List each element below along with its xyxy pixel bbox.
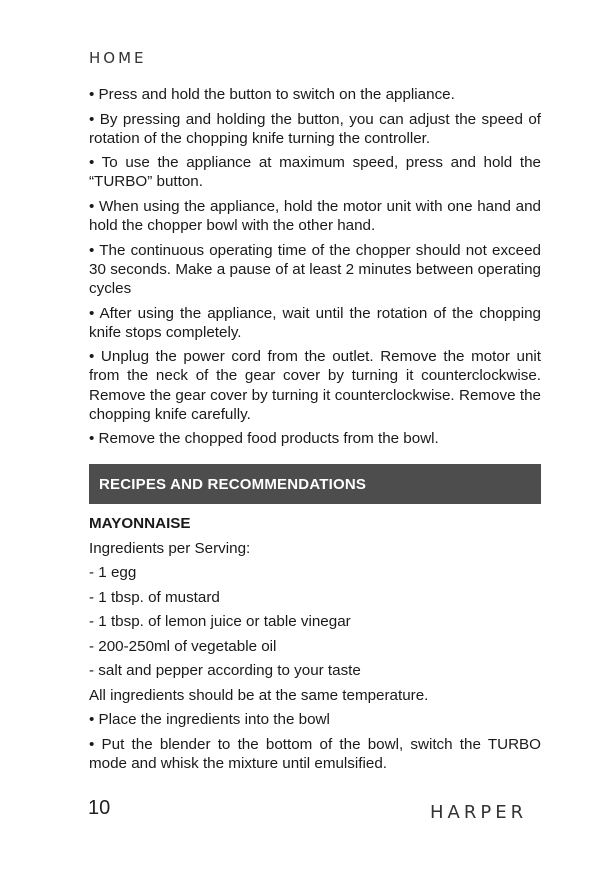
recipe-line: - salt and pepper according to your taste xyxy=(89,662,361,679)
instruction-item: • When using the appliance, hold the motor unit with one hand and hold the chopper bowl with the other hand. xyxy=(89,197,541,235)
instruction-item: • After using the appliance, wait until the rotation of the chopping knife stops completely. xyxy=(89,304,541,341)
recipe-block xyxy=(89,514,541,778)
instruction-item: • By pressing and holding the button, you can adjust the speed of rotation of the chopping knife turning the controller. xyxy=(89,110,541,147)
section-title: RECIPES AND RECOMMENDATIONS xyxy=(99,475,367,493)
recipe-line: All ingredients should be at the same temperature. xyxy=(89,686,429,704)
instructions-list xyxy=(89,85,541,454)
recipe-line: - 1 tbsp. of lemon juice or table vinegar xyxy=(89,613,351,630)
recipe-line: Ingredients per Serving: xyxy=(89,539,251,557)
recipe-line: • Place the ingredients into the bowl xyxy=(89,711,330,728)
recipe-line: - 1 tbsp. of mustard xyxy=(89,588,220,606)
recipe-line: - 1 egg xyxy=(89,564,137,581)
instruction-item: • Remove the chopped food products from the bowl. xyxy=(89,430,439,448)
recipe-line: - 200-250ml of vegetable oil xyxy=(89,637,277,655)
recipe-line: • Put the blender to the bottom of the bowl, switch the TURBO mode and whisk the mixture until emulsified. xyxy=(89,735,541,772)
recipe-title: MAYONNAISE xyxy=(89,515,191,532)
section-header xyxy=(89,464,541,504)
home-logo: HOME xyxy=(89,49,147,67)
instruction-item: • Press and hold the button to switch on the appliance. xyxy=(89,86,455,103)
instruction-item: • Unplug the power cord from the outlet. Remove the motor unit from the neck of the gear cover by turning it counterclockwise. Remove the gear cover by turning it counterclockwise. Remove the chopping knife carefully. xyxy=(89,348,541,423)
instruction-item: • The continuous operating time of the chopper should not exceed 30 seconds. Make a pause of at least 2 minutes between operating cycles xyxy=(89,241,541,298)
brand-logo: HARPER xyxy=(430,802,528,823)
page-number: 10 xyxy=(88,797,111,819)
instruction-item: • To use the appliance at maximum speed, press and hold the “TURBO” button. xyxy=(89,154,541,191)
